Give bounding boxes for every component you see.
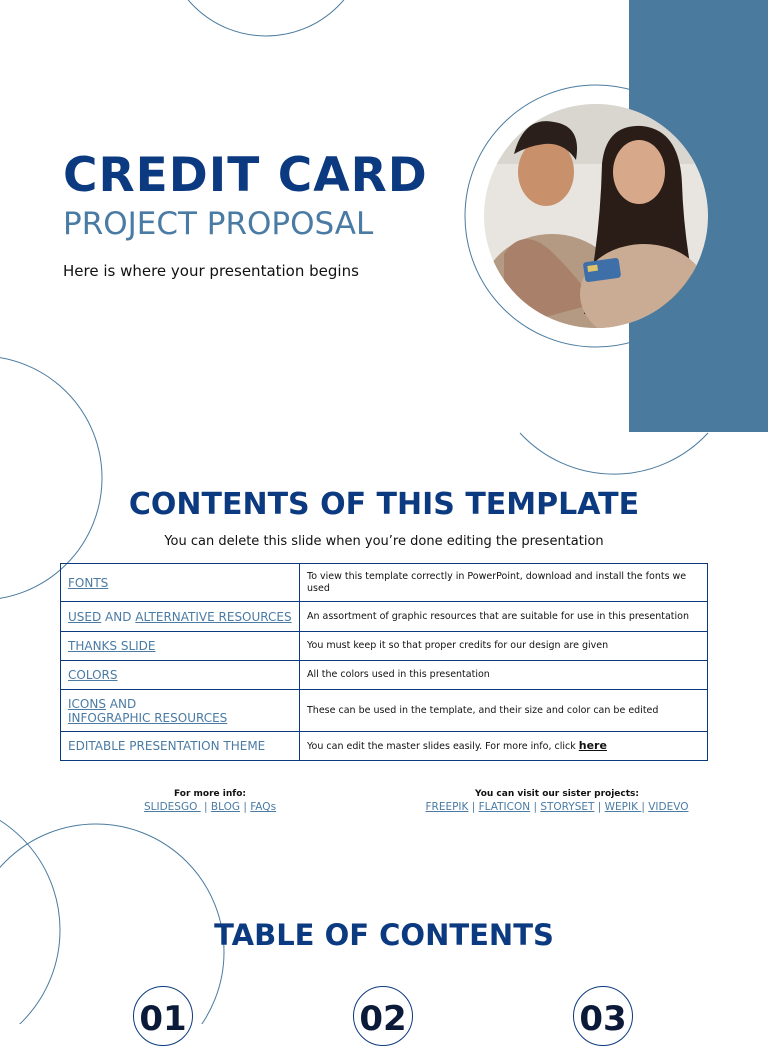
colors-description: All the colors used in this presentation: [300, 661, 708, 690]
flaticon-link[interactable]: FLATICON: [478, 801, 531, 813]
contents-title: CONTENTS OF THIS TEMPLATE: [128, 487, 640, 522]
here-link[interactable]: here: [578, 738, 607, 752]
table-row: [61, 661, 708, 690]
icons-link[interactable]: ICONS: [68, 696, 106, 711]
more-info-heading: For more info:: [174, 789, 246, 799]
intro-text: Here is where your presentation begins: [63, 262, 359, 280]
storyset-link[interactable]: STORYSET: [540, 801, 595, 813]
contents-subtitle: You can delete this slide when you’re done editing the presentation: [164, 534, 604, 549]
table-row: [61, 602, 708, 632]
resources-description: An assortment of graphic resources that are suitable for use in this presentation: [300, 602, 708, 632]
table-row: [61, 690, 708, 732]
slide-title: CREDIT CARD: [63, 148, 428, 203]
colors-link[interactable]: COLORS: [68, 668, 118, 682]
table-row: [61, 632, 708, 661]
table-row: [61, 564, 708, 602]
thanks-description: You must keep it so that proper credits for our design are given: [300, 632, 708, 661]
fonts-link[interactable]: FONTS: [68, 575, 109, 590]
faqs-link[interactable]: FAQs: [250, 801, 277, 813]
sister-projects-heading: You can visit our sister projects:: [475, 789, 639, 799]
slide-subtitle: PROJECT PROPOSAL: [63, 206, 374, 242]
and-text: AND: [101, 609, 136, 624]
table-row: [61, 732, 708, 761]
used-resources-link[interactable]: USED: [68, 609, 102, 624]
videvo-link[interactable]: VIDEVO: [648, 801, 689, 813]
fonts-description: To view this template correctly in PowerPoint, download and install the fonts we used: [300, 564, 708, 602]
alternative-resources-link[interactable]: ALTERNATIVE RESOURCES: [135, 609, 292, 624]
blog-link[interactable]: BLOG: [210, 801, 241, 813]
slidesgo-link[interactable]: SLIDESGO: [143, 801, 201, 813]
editable-theme-label: EDITABLE PRESENTATION THEME: [61, 732, 300, 761]
couple-photo: [484, 104, 708, 328]
toc-number-circle: [573, 986, 633, 1046]
and-text: AND: [105, 696, 137, 711]
toc-title: TABLE OF CONTENTS: [214, 918, 554, 952]
sister-projects-block: You can visit our sister projects: FREEPIK | FLATICON | STORYSET | WEPIK | VIDEVO: [397, 789, 717, 813]
theme-description: You can edit the master slides easily. For more info, click: [307, 740, 579, 752]
more-info-block: For more info: SLIDESGO | BLOG | FAQs: [110, 789, 310, 813]
toc-number-circle: [353, 986, 413, 1046]
infographic-resources-link[interactable]: INFOGRAPHIC RESOURCES: [68, 710, 228, 725]
resources-table: [60, 563, 708, 761]
thanks-slide-link[interactable]: THANKS SLIDE: [68, 639, 156, 653]
wepik-link[interactable]: WEPIK: [604, 801, 642, 813]
icons-description: These can be used in the template, and their size and color can be edited: [300, 690, 708, 732]
toc-number: 03: [579, 999, 627, 1039]
toc-number-circle: [133, 986, 193, 1046]
toc-number: 01: [139, 999, 187, 1039]
freepik-link[interactable]: FREEPIK: [425, 801, 469, 813]
toc-number: 02: [359, 999, 407, 1039]
